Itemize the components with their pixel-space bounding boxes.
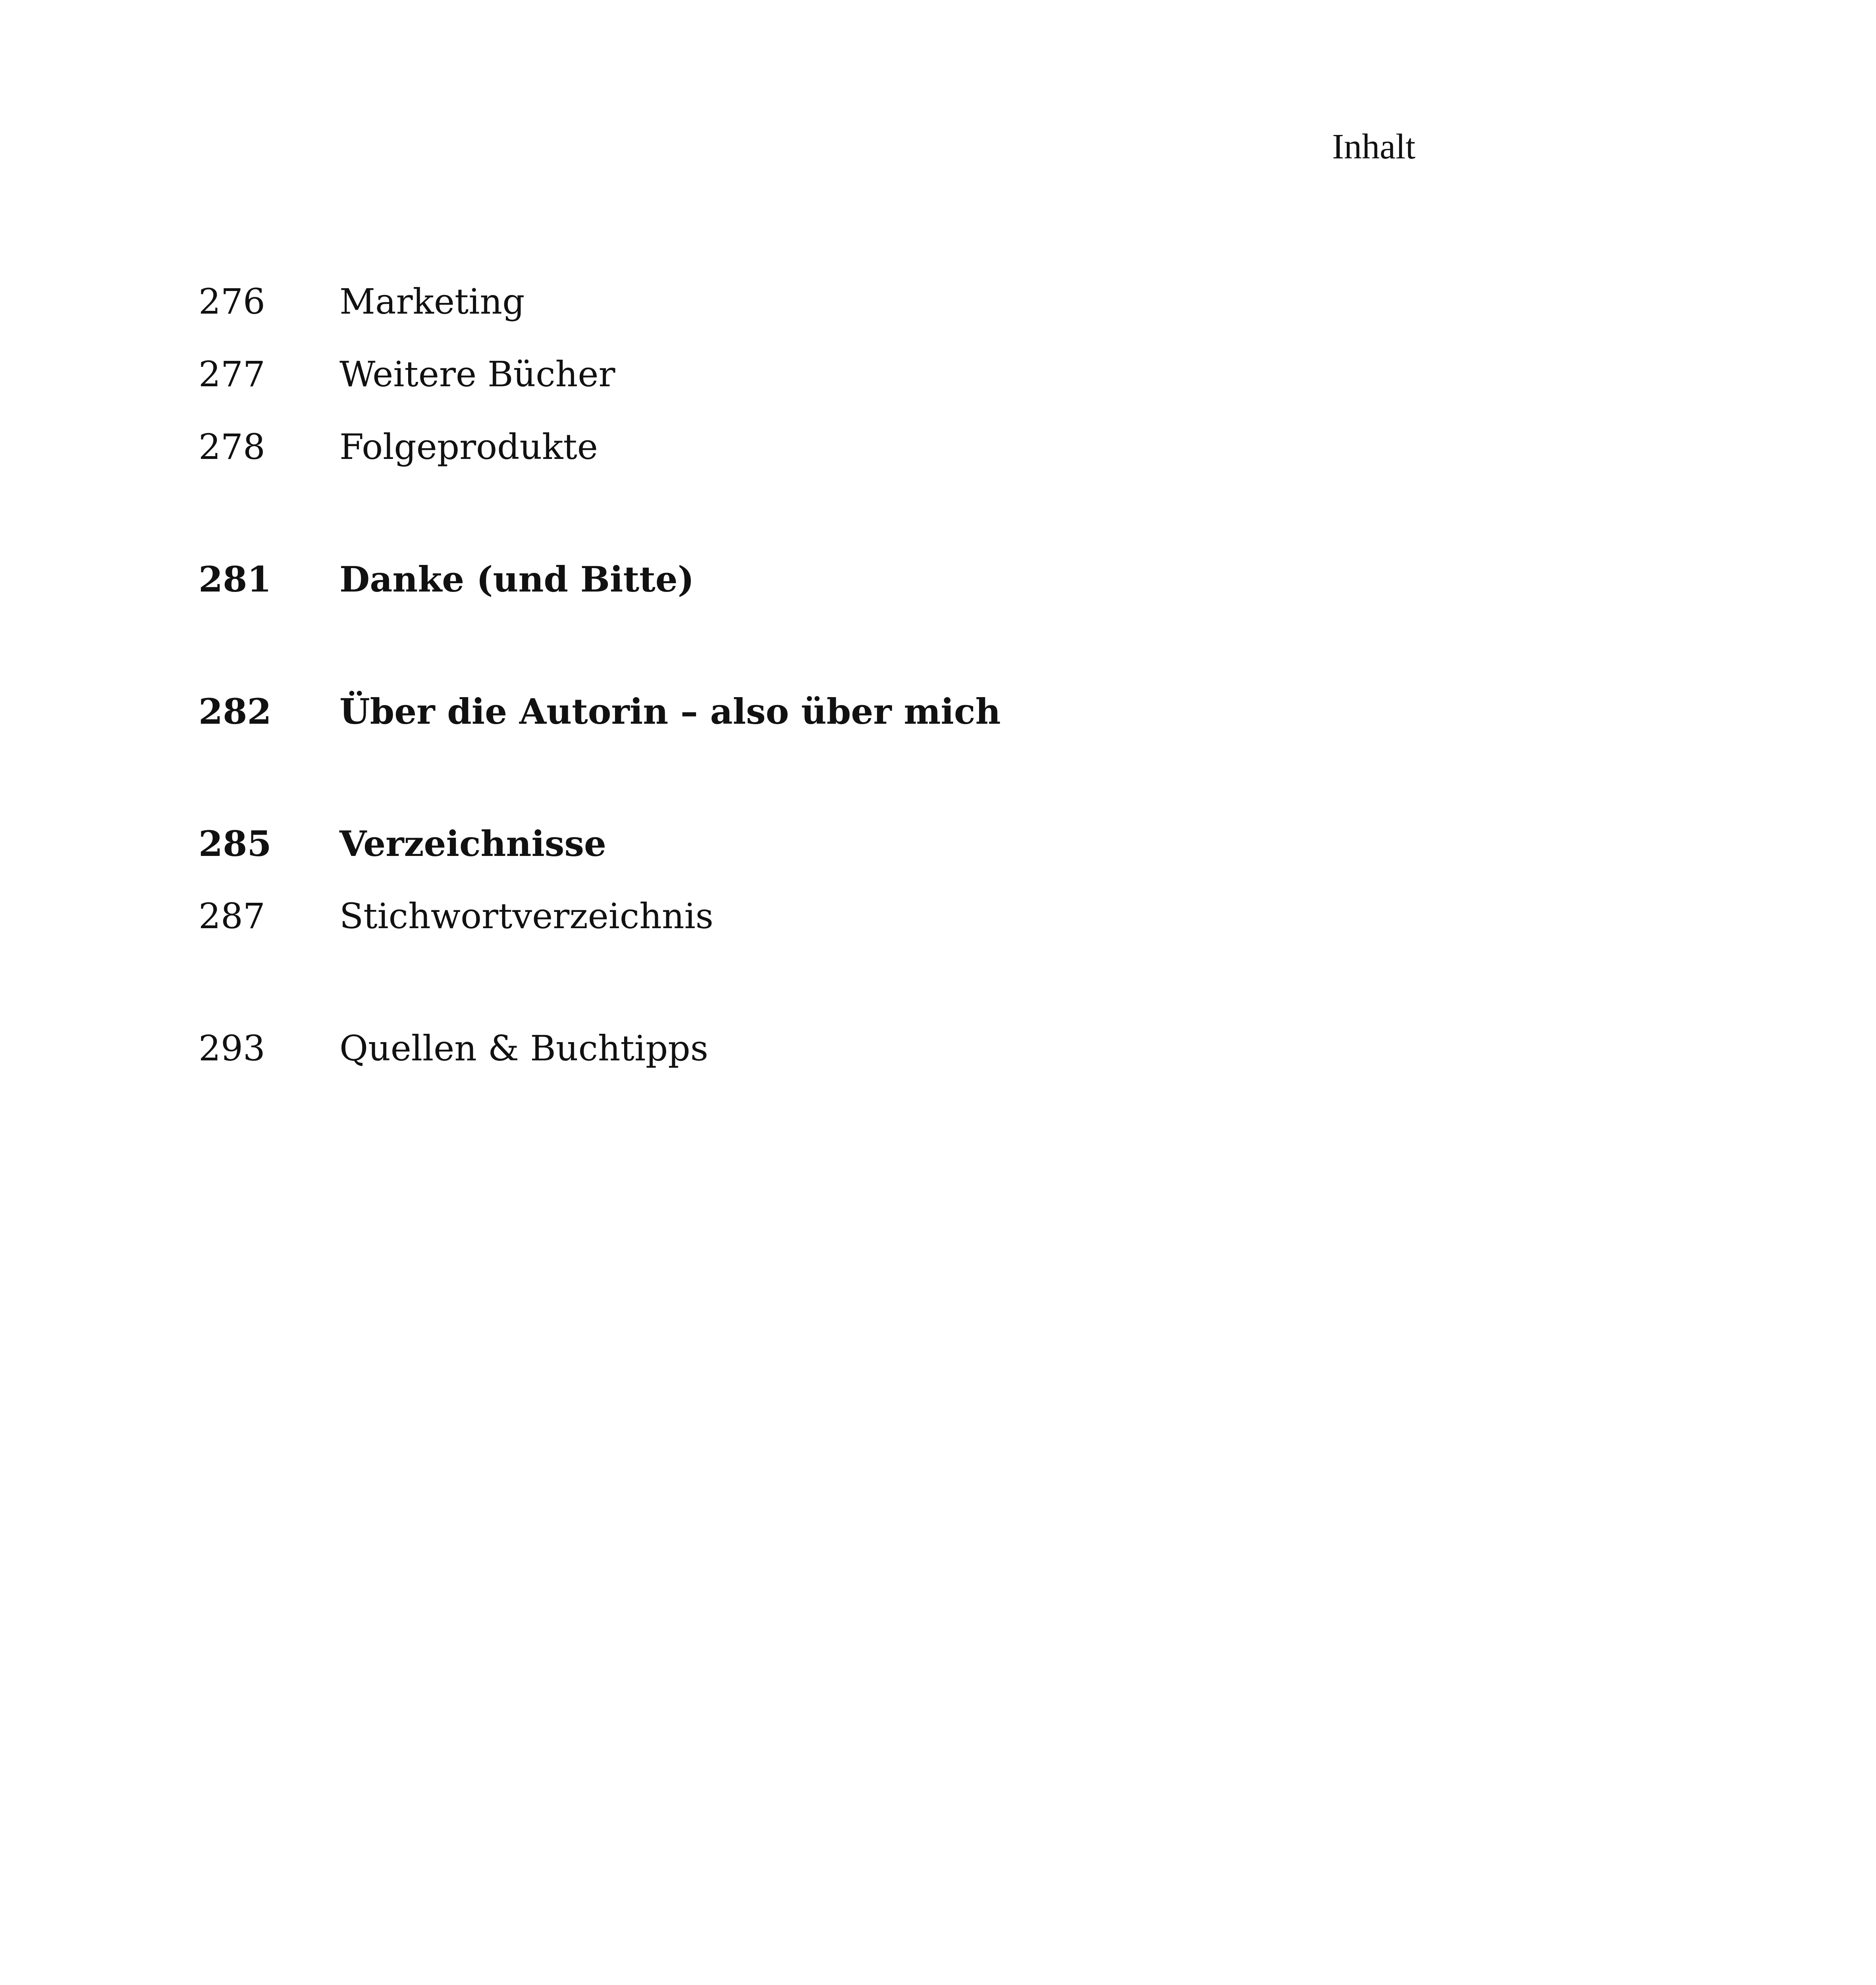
- toc-chapter-entry: [199, 555, 1469, 603]
- toc-chapter-entry: [199, 688, 1469, 735]
- toc-title: Danke (und Bitte): [339, 559, 694, 600]
- toc-page-number: 277: [199, 354, 265, 395]
- toc-title: Weitere Bücher: [339, 354, 615, 395]
- toc-title: Folgeprodukte: [339, 426, 598, 467]
- toc-page-number: 287: [199, 896, 265, 937]
- toc-page-number: 281: [199, 559, 272, 600]
- toc-title: Quellen & Buchtipps: [339, 1028, 708, 1069]
- toc-title: Stichwortverzeichnis: [339, 896, 713, 937]
- toc-title: Über die Autorin – also über mich: [339, 691, 1001, 732]
- toc-title: Verzeichnisse: [339, 823, 606, 864]
- toc-entry: [199, 1025, 1469, 1072]
- toc-page-number: 285: [199, 823, 272, 864]
- toc-entry: [199, 423, 1469, 471]
- toc-title: Marketing: [339, 281, 525, 322]
- toc-page-number: 278: [199, 426, 265, 467]
- toc-entry: [199, 892, 1469, 940]
- running-head: Inhalt: [1332, 127, 1415, 166]
- toc-page-number: 276: [199, 281, 265, 322]
- toc-entry: [199, 351, 1469, 398]
- toc-page-number: 282: [199, 691, 272, 732]
- toc-chapter-entry: [199, 820, 1469, 867]
- table-of-contents: [199, 278, 1469, 1072]
- toc-entry: [199, 278, 1469, 326]
- toc-page-number: 293: [199, 1028, 265, 1069]
